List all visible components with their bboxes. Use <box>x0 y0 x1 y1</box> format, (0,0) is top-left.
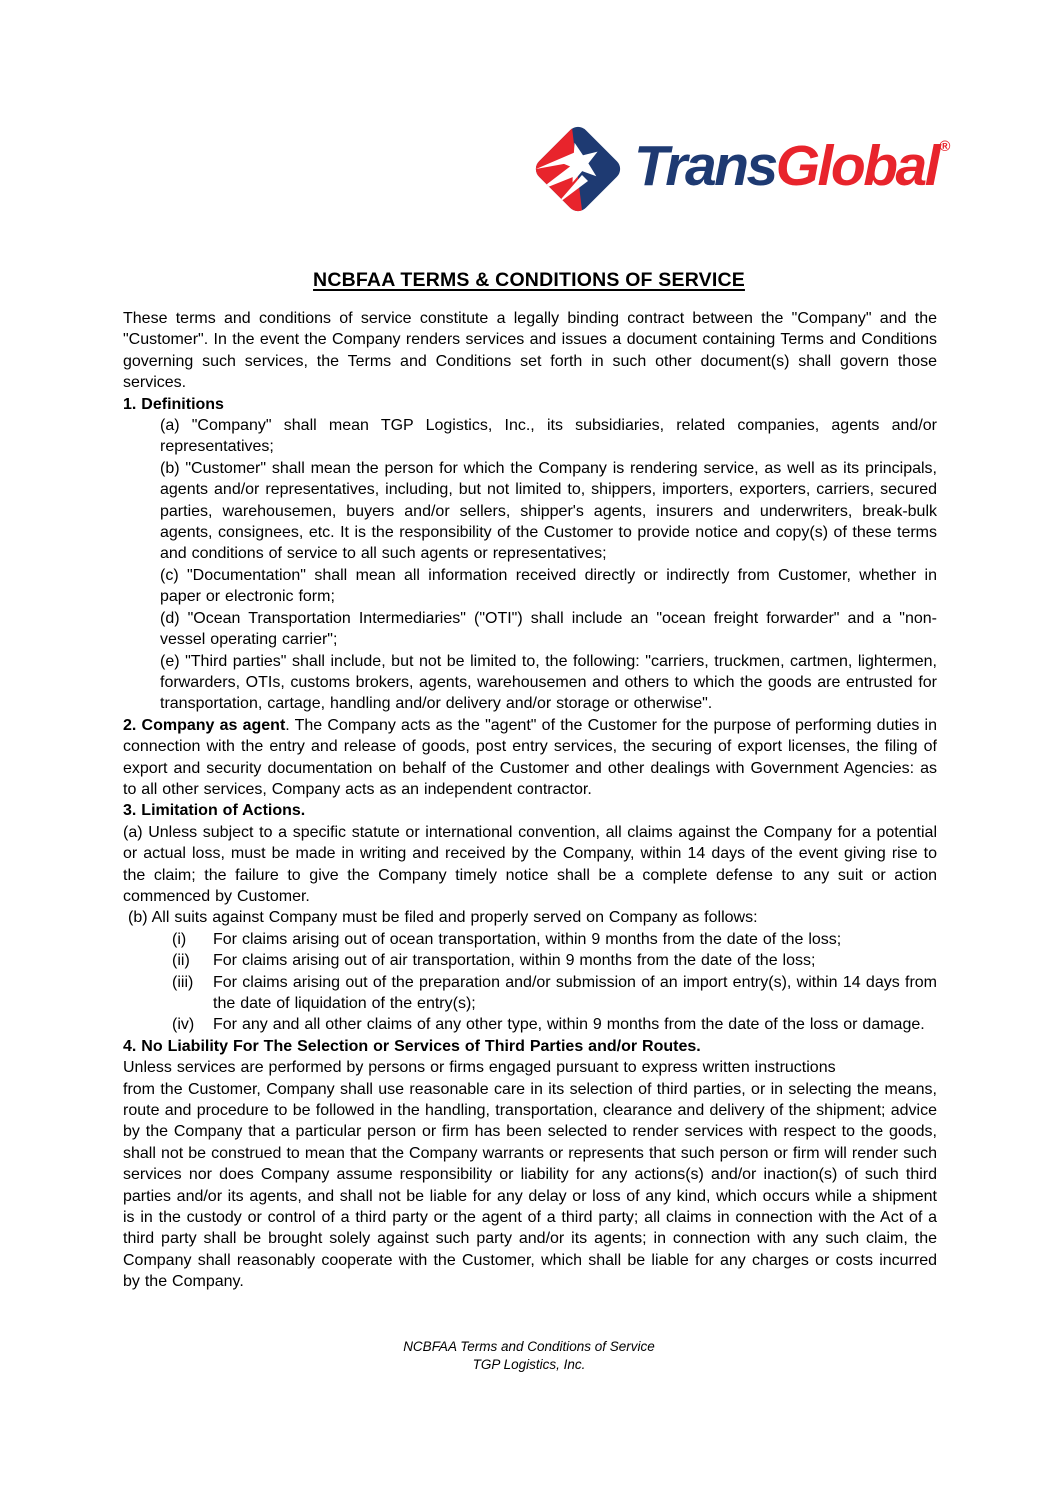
claim-deadline-item <box>123 929 937 950</box>
definition-item-a: (a) "Company" shall mean TGP Logistics, Inc., its subsidiaries, related companies, agents and/or representatives; <box>160 417 937 456</box>
definition-item-b: (b) "Customer" shall mean the person for which the Company is rendering service, as well as its principals, agents and/or representatives, including, but not limited to, shippers, importers, exporters, carriers, secured parties, warehousemen, buyers and/or sellers, shipper's agents, insurers and underwriters, break-bulk agents, consignees, etc. It is the responsibility of the Customer to provide notice and copy(s) of these terms and conditions of service to all such agents or representatives; <box>160 459 937 563</box>
section-2-paragraph <box>123 715 937 801</box>
list-marker: (ii) <box>172 952 190 970</box>
intro-paragraph: These terms and conditions of service constitute a legally binding contract between the "Company" and the "Customer". In the event the Company renders services and issues a document containing Terms and Conditions governing such services, the Terms and Conditions set forth in such other document(s) shall govern those services. <box>123 310 937 392</box>
transglobal-logo <box>526 117 950 221</box>
transglobal-diamond-star-icon <box>526 117 630 221</box>
claim-deadline-text: For claims arising out of ocean transportation, within 9 months from the date of the loss; <box>213 930 842 948</box>
section-3-paragraph-b: (b) All suits against Company must be filed and properly served on Company as follows: <box>128 909 758 927</box>
registered-trademark-symbol: ® <box>939 137 951 155</box>
claim-deadline-item <box>123 1014 937 1035</box>
footer-doc-title: NCBFAA Terms and Conditions of Service <box>403 1339 655 1354</box>
section-2-text: . The Company acts as the "agent" of the Customer for the purpose of performing duties in connection with the entry and release of goods, post entry services, the securing of export licenses, the filing of export and security documentation on behalf of the Customer and other dealings with Government Agencies: as to all other services, Company acts as an independent contractor. <box>123 716 938 798</box>
section-4-paragraph: from the Customer, Company shall use reasonable care in its selection of third parties, or in selecting the means, route and procedure to be followed in the handling, transportation, clearance and delivery of the shipment; advice by the Company that a particular person or firm has been selected to render services with respect to the goods, shall not be construed to mean that the Company warrants or represents that such person or firm will render such services nor does Company assume responsibility or liability for any actions(s) and/or inaction(s) of such third parties and/or its agents, and shall not be liable for any delay or loss of any kind, which occurs while a shipment is in the custody or control of a third party or the agent of a third party; all claims in connection with the Act of a third party shall be brought solely against such party and/or its agents; in connection with any such claim, the Company shall reasonably cooperate with the Customer, which shall be liable for any charges or costs incurred by the Company. <box>123 1080 937 1291</box>
document-title: NCBFAA TERMS & CONDITIONS OF SERVICE <box>313 269 745 291</box>
brand-name-global: Global <box>775 133 939 198</box>
section-3-paragraph-a: (a) Unless subject to a specific statute or international convention, all claims against the Company for a potential or actual loss, must be made in writing and received by the Company, within 14 days of the event giving rise to the claim; the failure to give the Company timely notice shall be a complete defense to any suit or action commenced by Customer. <box>123 823 937 905</box>
page-footer <box>0 1338 1058 1374</box>
document-body <box>123 308 937 1293</box>
claim-deadline-text: For claims arising out of air transportation, within 9 months from the date of the loss; <box>213 952 816 970</box>
definition-item-c: (c) "Documentation" shall mean all information received directly or indirectly from Customer, whether in paper or electronic form; <box>160 566 937 606</box>
definition-item-d: (d) "Ocean Transportation Intermediaries" ("OTI") shall include an "ocean freight forwarder" and a "non-vessel operating carrier"; <box>160 609 937 649</box>
footer-company-name: TGP Logistics, Inc. <box>472 1357 586 1372</box>
section-2-heading: 2. Company as agent <box>123 716 286 734</box>
claim-deadline-item <box>123 950 937 971</box>
definition-item-e: (e) "Third parties" shall include, but not be limited to, the following: "carriers, truckmen, cartmen, lightermen, forwarders, OTIs, customs brokers, agents, warehousemen and others to which the goods are entrusted for transportation, cartage, handling and/or delivery and/or storage or otherwise". <box>160 652 937 713</box>
list-marker: (i) <box>172 930 187 948</box>
claim-deadline-text: For any and all other claims of any other type, within 9 months from the date of the loss or damage. <box>213 1016 925 1034</box>
list-marker: (iv) <box>172 1016 195 1034</box>
claim-deadline-item <box>123 972 937 1015</box>
brand-wordmark <box>634 133 951 201</box>
list-marker: (iii) <box>172 973 194 991</box>
claim-deadline-text: For claims arising out of the preparation and/or submission of an import entry(s), within 14 days from the date of liquidation of the entry(s); <box>213 973 937 1012</box>
section-1-heading: 1. Definitions <box>123 395 224 413</box>
section-3-heading: 3. Limitation of Actions. <box>123 802 306 820</box>
brand-name-trans: Trans <box>634 133 776 198</box>
section-4-heading: 4. No Liability For The Selection or Services of Third Parties and/or Routes. <box>123 1037 701 1055</box>
section-4-line1: Unless services are performed by persons or firms engaged pursuant to express written instructions <box>123 1059 836 1077</box>
